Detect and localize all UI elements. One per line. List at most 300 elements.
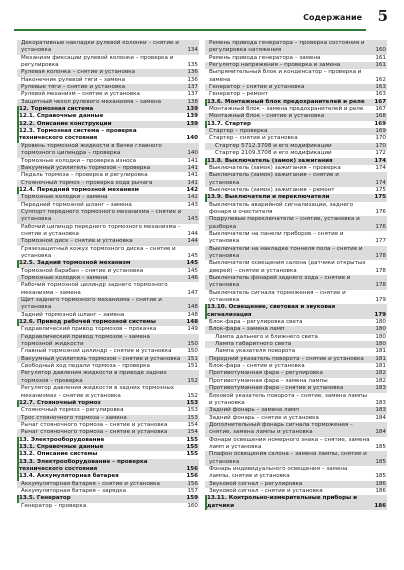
toc-entry-title: Стояночный тормоз – регулировка xyxy=(21,407,124,414)
toc-entry-title: Рабочий цилиндр переднего тормозного механизма – снятие и установка xyxy=(21,223,181,237)
toc-entry xyxy=(17,55,199,70)
toc-entry-page: 180 xyxy=(375,341,386,348)
toc-entry-page: 139 xyxy=(186,113,198,120)
toc-entry-title: Гидравлический привод тормозов – прокачка xyxy=(21,326,157,333)
toc-entry-title: 13.8. Выключатель (замок) зажигания xyxy=(207,157,333,164)
toc-section-heading xyxy=(17,459,199,474)
toc-section-heading xyxy=(17,128,199,143)
toc-entry-title: 13.2. Описание системы xyxy=(19,451,98,458)
section-marker xyxy=(205,99,207,106)
toc-entry-title: Стартер 5712.3708 и его модификации xyxy=(215,142,332,149)
toc-entry-page: 156 xyxy=(187,480,198,487)
toc-entry-title: Генератор – ремонт xyxy=(209,91,269,98)
toc-entry-page: 185 xyxy=(375,473,386,480)
toc-entry xyxy=(17,158,199,165)
toc-entry xyxy=(205,128,387,135)
toc-entry-page: 163 xyxy=(375,84,386,91)
toc-entry-title: 13.11. Контрольно-измерительные приборы и датчики xyxy=(207,495,358,509)
toc-entry-page: 148 xyxy=(187,304,198,311)
toc-entry-page: 175 xyxy=(374,194,386,201)
section-marker xyxy=(17,113,19,120)
toc-entry-page: 176 xyxy=(375,223,386,230)
toc-entry-title: Выключатель (замок) зажигания – проверка xyxy=(209,164,341,171)
toc-entry xyxy=(205,334,387,341)
toc-entry-title: Выключатель фонарей заднего хода – снятие и установка xyxy=(209,275,351,289)
toc-entry-title: Главный тормозной цилиндр – снятие и установка xyxy=(21,348,172,355)
toc-entry-page: 139 xyxy=(186,120,198,127)
toc-entry xyxy=(205,437,387,452)
toc-entry-page: 150 xyxy=(187,341,198,348)
toc-entry-page: 143 xyxy=(187,201,198,208)
toc-entry-page: 184 xyxy=(375,429,386,436)
toc-entry-page: 161 xyxy=(375,54,386,61)
toc-entry xyxy=(205,378,387,385)
toc-entry xyxy=(205,326,387,333)
section-marker xyxy=(17,451,19,458)
toc-entry-page: 155 xyxy=(186,443,198,450)
toc-entry-title: 12.2. Описание конструкции xyxy=(19,120,112,127)
toc-section-heading xyxy=(17,473,199,480)
toc-section-heading xyxy=(17,495,199,502)
toc-section-heading xyxy=(17,260,199,267)
section-marker xyxy=(17,459,19,474)
toc-entry-title: Монтажный блок – снятие и установка xyxy=(209,113,325,120)
toc-entry-title: Звуковой сигнал – снятие и установка xyxy=(209,487,323,494)
toc-entry xyxy=(17,224,199,239)
toc-entry-page: 141 xyxy=(187,164,198,171)
section-marker xyxy=(17,319,19,326)
toc-entry-title: 12. Тормозная система xyxy=(19,106,94,113)
toc-entry xyxy=(205,150,387,157)
toc-entry xyxy=(205,341,387,348)
toc-entry-page: 186 xyxy=(375,487,386,494)
toc-entry xyxy=(205,202,387,217)
toc-entry xyxy=(17,282,199,297)
toc-entry-title: 13.5. Генератор xyxy=(19,495,71,502)
toc-entry-page: 136 xyxy=(187,76,198,83)
toc-entry-page: 178 xyxy=(375,267,386,274)
toc-entry xyxy=(17,407,199,414)
toc-entry-page: 140 xyxy=(186,135,198,142)
toc-section-heading xyxy=(205,99,387,106)
toc-entry xyxy=(17,488,199,495)
toc-entry-page: 182 xyxy=(375,370,386,377)
toc-entry-page: 149 xyxy=(187,326,198,333)
section-marker xyxy=(17,106,19,113)
toc-entry-page: 137 xyxy=(187,91,198,98)
toc-entry-page: 156 xyxy=(186,473,198,480)
toc-entry xyxy=(17,209,199,224)
toc-entry-title: Выключатели на панели приборов – снятие и установка xyxy=(209,230,344,245)
toc-entry xyxy=(205,55,387,62)
section-marker xyxy=(17,400,19,407)
toc-entry-page: 148 xyxy=(187,311,198,318)
toc-entry-page: 185 xyxy=(375,443,386,450)
toc-entry xyxy=(17,312,199,319)
toc-section-heading xyxy=(17,451,199,458)
toc-entry xyxy=(205,246,387,261)
toc-entry-page: 138 xyxy=(187,98,198,105)
toc-entry xyxy=(17,69,199,76)
toc-entry-page: 185 xyxy=(375,458,386,465)
toc-entry xyxy=(205,187,387,194)
toc-entry-title: Лампа габаритного света xyxy=(215,341,292,348)
toc-entry xyxy=(17,429,199,436)
toc-entry-page: 168 xyxy=(375,113,386,120)
toc-entry-page: 154 xyxy=(187,421,198,428)
toc-entry xyxy=(205,385,387,392)
toc-column-left xyxy=(17,40,199,510)
toc-entry-title: Выключатель (замок) зажигания – снятие и установка xyxy=(209,172,339,186)
toc-section-heading xyxy=(205,158,387,165)
toc-entry xyxy=(205,91,387,98)
section-marker xyxy=(17,444,19,451)
toc-entry xyxy=(17,194,199,201)
toc-entry-page: 155 xyxy=(186,436,198,443)
toc-entry-title: Регулятор давления жидкости в приводе задних тормозов – проверка xyxy=(21,370,167,384)
section-marker xyxy=(205,304,207,319)
toc-entry-page: 145 xyxy=(187,267,198,274)
toc-entry-title: Противотуманная фара – снятие и установка xyxy=(209,385,344,392)
toc-entry xyxy=(205,393,387,408)
toc-entry-title: Выпрямительный блок и конденсатор – проверка и замена xyxy=(209,69,362,83)
toc-entry-title: Вакуумный усилитель тормозов – проверка xyxy=(21,164,151,171)
toc-entry-title: Противотуманная фара – замена лампы xyxy=(209,377,328,384)
toc-entry xyxy=(17,143,199,158)
toc-entry xyxy=(17,99,199,106)
toc-entry-page: 155 xyxy=(186,451,198,458)
toc-entry-page: 180 xyxy=(375,326,386,333)
toc-entry-title: Рабочий тормозной цилиндр заднего тормозного механизма – замена xyxy=(21,282,168,296)
toc-entry-page: 153 xyxy=(187,407,198,414)
toc-entry-title: Тормозной диск – снятие и установка xyxy=(21,238,133,245)
toc-entry-title: Выключатель сигнала торможения – снятие и установка xyxy=(209,289,346,304)
toc-entry-page: 142 xyxy=(187,194,198,201)
toc-entry-title: 13.7. Стартер xyxy=(207,120,252,127)
toc-entry xyxy=(17,385,199,400)
section-marker xyxy=(205,121,207,128)
toc-entry-page: 170 xyxy=(375,142,386,149)
toc-entry-page: 176 xyxy=(375,208,386,215)
toc-entry-page: 174 xyxy=(374,157,386,164)
toc-entry xyxy=(17,165,199,172)
toc-entry-page: 163 xyxy=(375,91,386,98)
toc-entry-page: 156 xyxy=(186,465,198,472)
toc-entry-title: Гидравлический привод тормозов – замена тормозной жидкости xyxy=(21,333,150,348)
toc-entry xyxy=(17,363,199,370)
toc-entry-title: Аккумуляторная батарея – зарядка xyxy=(21,487,127,494)
section-marker xyxy=(17,437,19,444)
toc-entry-title: 12.3. Тормозная система – проверка технического состояния xyxy=(19,128,137,142)
toc-entry-page: 136 xyxy=(187,69,198,76)
toc-entry-title: Генератор – проверка xyxy=(21,502,87,509)
toc-entry-title: Задний тормозной шланг – замена xyxy=(21,311,125,318)
toc-entry-title: 13.10. Освещение, световая и звуковая сигнализация xyxy=(207,304,336,318)
toc-entry xyxy=(17,77,199,84)
toc-entry xyxy=(205,451,387,466)
toc-entry xyxy=(205,165,387,172)
toc-entry-page: 153 xyxy=(187,414,198,421)
toc-entry-title: Выключатель аварийной сигнализации, заднего фонаря и очистителя xyxy=(209,201,354,215)
toc-entry-page: 141 xyxy=(187,157,198,164)
toc-section-heading xyxy=(17,106,199,113)
toc-entry-page: 186 xyxy=(374,502,386,509)
toc-entry xyxy=(205,84,387,91)
toc-entry-title: 12.6. Привод рабочей тормозной системы xyxy=(19,319,156,326)
toc-entry-title: Рулевая колонка – снятие и установка xyxy=(21,69,136,76)
toc-entry xyxy=(17,297,199,312)
toc-entry xyxy=(205,290,387,305)
toc-section-heading xyxy=(17,187,199,194)
toc-entry-page: 137 xyxy=(187,84,198,91)
toc-entry-title: Блок-фара – снятие и установка xyxy=(209,363,305,370)
toc-entry-page: 183 xyxy=(375,407,386,414)
toc-entry-title: Рулевые тяги – снятие и установка xyxy=(21,84,126,91)
toc-entry-title: Фонари освещения номерного знака – снятие, замена ламп и установка xyxy=(209,436,370,450)
toc-entry xyxy=(17,348,199,355)
toc-entry-title: Передний тормозной шланг – замена xyxy=(21,201,132,208)
toc-entry-title: Выключатель (замок) зажигания – ремонт xyxy=(209,186,335,193)
toc-entry-title: Плафон освещения салона – замена лампы, снятие и установка xyxy=(209,451,367,465)
toc-entry-title: 13.1. Справочные данные xyxy=(19,443,104,450)
toc-entry-title: Задний фонарь – замена ламп xyxy=(209,407,299,414)
toc-entry-title: Подрулевые переключатели – снятие, установка и разборка xyxy=(209,216,360,230)
toc-entry-page: 146 xyxy=(187,275,198,281)
toc-entry-page: 135 xyxy=(187,62,198,69)
toc-entry-page: 181 xyxy=(375,363,386,370)
toc-entry-title: 12.1. Справочные данные xyxy=(19,113,104,120)
toc-entry-title: 13.4. Аккумуляторная батарея xyxy=(19,473,119,480)
toc-section-heading xyxy=(17,121,199,128)
section-marker xyxy=(17,128,19,143)
toc-entry-title: Щит заднего тормозного механизма – снятие и установка xyxy=(21,297,162,311)
toc-entry-title: Блок-фара – замена ламп xyxy=(209,326,285,333)
section-marker xyxy=(17,121,19,128)
toc-entry-title: Боковой указатель поворота – снятие, замена лампы и установка xyxy=(209,392,368,406)
toc-entry-page: 179 xyxy=(374,311,386,318)
toc-entry-page: 144 xyxy=(187,230,198,237)
toc-entry-page: 148 xyxy=(186,319,198,326)
toc-entry-title: Рычаг стояночного тормоза – снятие и установка xyxy=(21,421,168,428)
toc-entry-title: Ремень привода генератора – проверка состояния и регулировка натяжения xyxy=(209,40,365,54)
toc-entry-title: Противотуманная фара – регулировка xyxy=(209,370,323,377)
toc-section-heading xyxy=(17,444,199,451)
toc-entry-title: Лампа дальнего и ближнего света xyxy=(215,333,318,340)
toc-entry-page: 183 xyxy=(375,399,386,406)
toc-entry xyxy=(17,202,199,209)
toc-entry xyxy=(17,334,199,349)
toc-entry-page: 181 xyxy=(375,355,386,362)
toc-entry-title: Выключатели освещения салона (датчики открытых дверей) – снятие и установка xyxy=(209,260,366,274)
toc-entry-page: 169 xyxy=(374,120,386,127)
toc-entry-page: 178 xyxy=(375,282,386,289)
toc-entry-page: 154 xyxy=(187,429,198,436)
toc-entry-title: 13.3. Электрооборудование – проверка технического состояния xyxy=(19,458,148,472)
toc-entry-page: 160 xyxy=(187,502,198,509)
section-marker xyxy=(17,260,19,267)
toc-entry-page: 145 xyxy=(187,252,198,259)
toc-entry xyxy=(205,143,387,150)
toc-entry-title: Лампа указателя поворота xyxy=(215,348,296,355)
toc-entry xyxy=(205,319,387,326)
toc-entry-page: 159 xyxy=(186,495,198,502)
toc-entry-title: Рулевой механизм – снятие и установка xyxy=(21,91,140,98)
toc-entry-title: Стартер – проверка xyxy=(209,128,268,135)
toc-entry xyxy=(205,40,387,55)
toc-entry-page: 169 xyxy=(375,128,386,135)
toc-entry-page: 151 xyxy=(187,355,198,362)
section-marker xyxy=(17,187,19,194)
toc-entry-title: Свободный ход педали тормоза – проверка xyxy=(21,363,150,370)
toc-entry-title: Регулятор давления жидкости в задних тормозных механизмах – снятие и установка xyxy=(21,385,175,399)
toc-entry-title: Генератор – снятие и установка xyxy=(209,84,305,91)
toc-entry-title: Педаль тормоза – проверка и регулировка xyxy=(21,172,148,179)
toc-entry-page: 170 xyxy=(375,135,386,142)
toc-entry xyxy=(205,348,387,355)
toc-entry-page: 151 xyxy=(187,363,198,370)
toc-entry-title: Тормозные колодки – замена xyxy=(21,194,108,201)
toc-entry-title: Декоративные накладки рулевой колонки – снятие и установка xyxy=(21,40,179,54)
toc-entry xyxy=(17,268,199,275)
toc-entry-title: Монтажный блок – замена предохранителей и реле xyxy=(209,106,364,113)
toc-entry-page: 150 xyxy=(187,348,198,355)
toc-entry xyxy=(17,91,199,98)
toc-entry xyxy=(205,113,387,120)
toc-entry-page: 142 xyxy=(186,186,198,193)
toc-entry xyxy=(17,415,199,422)
toc-entry-page: 183 xyxy=(375,385,386,392)
toc-entry xyxy=(205,370,387,377)
toc-entry-title: Звуковой сигнал – регулировка xyxy=(209,480,303,487)
toc-entry-title: Тормозной барабан – снятие и установка xyxy=(21,267,144,274)
toc-entry-title: Стартер – снятие и установка xyxy=(209,135,298,142)
toc-entry-page: 152 xyxy=(187,377,198,384)
toc-entry-title: Вакуумный усилитель тормозов – снятие и установка xyxy=(21,355,181,362)
toc-entry-page: 181 xyxy=(375,348,386,355)
toc-entry-title: Грязезащитный кожух тормозного диска – снятие и установка xyxy=(21,245,176,259)
toc-section-heading xyxy=(17,113,199,120)
toc-entry-title: Фонарь индивидуального освещения – замена лампы, снятие и установка xyxy=(209,465,348,480)
toc-entry-page: 141 xyxy=(187,179,198,186)
toc-entry-page: 153 xyxy=(186,399,198,406)
toc-entry-page: 141 xyxy=(187,172,198,179)
toc-entry-title: 13. Электрооборудование xyxy=(19,436,105,443)
toc-entry-title: Рычаг стояночного тормоза – снятие и установка xyxy=(21,429,168,436)
toc-entry-title: Защитный чехол рулевого механизма – замена xyxy=(21,98,162,105)
toc-entry xyxy=(17,326,199,333)
toc-entry-title: Регулятор напряжения – проверка и замена xyxy=(209,62,341,69)
toc-entry-page: 134 xyxy=(187,47,198,54)
toc-entry-page: 178 xyxy=(375,252,386,259)
toc-entry xyxy=(17,370,199,385)
section-marker xyxy=(205,158,207,165)
toc-entry xyxy=(17,180,199,187)
toc-entry-page: 167 xyxy=(375,106,386,113)
toc-entry-page: 179 xyxy=(375,297,386,304)
header-title: Содержание xyxy=(303,13,362,22)
toc-entry-page: 174 xyxy=(375,164,386,171)
section-marker xyxy=(205,194,207,201)
toc-entry-title: Дополнительный фонарь сигнала торможения – снятие, замена лампы и установка xyxy=(209,421,353,436)
toc-entry-page: 172 xyxy=(375,150,386,157)
toc-entry xyxy=(205,135,387,142)
toc-entry xyxy=(205,275,387,290)
toc-entry xyxy=(205,407,387,414)
toc-entry-page: 174 xyxy=(375,179,386,186)
toc-entry xyxy=(17,172,199,179)
toc-entry xyxy=(205,172,387,187)
toc-entry-title: 13.9. Выключатели и переключатели xyxy=(207,194,330,201)
toc-entry xyxy=(205,422,387,437)
toc-entry-page: 162 xyxy=(375,76,386,83)
toc-entry-title: Механизм фиксации рулевой колонки – проверка и регулировка xyxy=(21,54,174,69)
toc-entry-title: Ремень привода генератора – замена xyxy=(209,54,321,61)
toc-entry xyxy=(205,231,387,246)
toc-entry-title: 13.6. Монтажный блок предохранителей и реле xyxy=(207,98,365,105)
toc-entry-page: 145 xyxy=(186,260,198,267)
toc-entry xyxy=(205,415,387,422)
header-rule xyxy=(14,29,366,31)
toc-entry xyxy=(205,260,387,275)
toc-entry xyxy=(205,466,387,481)
toc-entry xyxy=(205,69,387,84)
toc-entry-page: 157 xyxy=(187,487,198,494)
toc-section-heading xyxy=(205,304,387,319)
toc-entry-title: Уровень тормозной жидкости в бачке главного тормозного цилиндра – проверка xyxy=(21,142,162,157)
toc-entry-page: 140 xyxy=(187,150,198,157)
toc-section-heading xyxy=(17,437,199,444)
toc-entry-title: 12.5. Задний тормозной механизм xyxy=(19,260,131,267)
toc-section-heading xyxy=(205,194,387,201)
page-header xyxy=(14,7,390,31)
toc-entry-page: 167 xyxy=(374,98,386,105)
section-marker xyxy=(17,473,19,480)
toc-entry-title: Стартер 2109.3708 и его модификации xyxy=(215,150,332,157)
toc-entry-page: 186 xyxy=(375,480,386,487)
toc-entry-title: Стояночный тормоз – проверка хода рычага xyxy=(21,179,153,186)
toc-entry xyxy=(17,481,199,488)
toc-entry xyxy=(17,503,199,510)
toc-entry-title: Блок-фара – регулировка света xyxy=(209,319,303,326)
toc-entry xyxy=(205,363,387,370)
toc-entry-title: 12.7. Стояночный тормоз xyxy=(19,399,101,406)
toc-entry-page: 160 xyxy=(375,47,386,54)
toc-entry xyxy=(205,356,387,363)
toc-entry-page: 184 xyxy=(375,414,386,421)
page-number: 5 xyxy=(377,7,388,25)
toc-entry-page: 152 xyxy=(187,392,198,399)
toc-entry xyxy=(205,481,387,488)
section-marker xyxy=(17,495,19,502)
toc-entry-title: Тормозные колодки – замена xyxy=(21,275,108,281)
toc-entry-page: 177 xyxy=(375,238,386,245)
toc-entry-title: Выключатели на накладке тоннеля пола – снятие и установка xyxy=(209,245,363,259)
toc-section-heading xyxy=(205,495,387,510)
toc-entry-title: 12.4. Передний тормозной механизм xyxy=(19,186,140,193)
toc-entry xyxy=(17,238,199,245)
toc-entry-page: 139 xyxy=(186,106,198,113)
toc-entry xyxy=(17,246,199,261)
toc-entry-page: 161 xyxy=(375,62,386,69)
toc-entry xyxy=(17,40,199,55)
toc-entry-page: 180 xyxy=(375,319,386,326)
toc-entry-title: Тормозные колодки – проверка износа xyxy=(21,157,137,164)
toc-entry-page: 180 xyxy=(375,333,386,340)
toc-entry xyxy=(205,216,387,231)
toc-entry-title: Суппорт переднего тормозного механизма – снятие и установка xyxy=(21,208,182,223)
toc-entry-title: Передний указатель поворота – снятие и установка xyxy=(209,355,364,362)
toc-entry-title: Аккумуляторная батарея – снятие и установка xyxy=(21,480,160,487)
